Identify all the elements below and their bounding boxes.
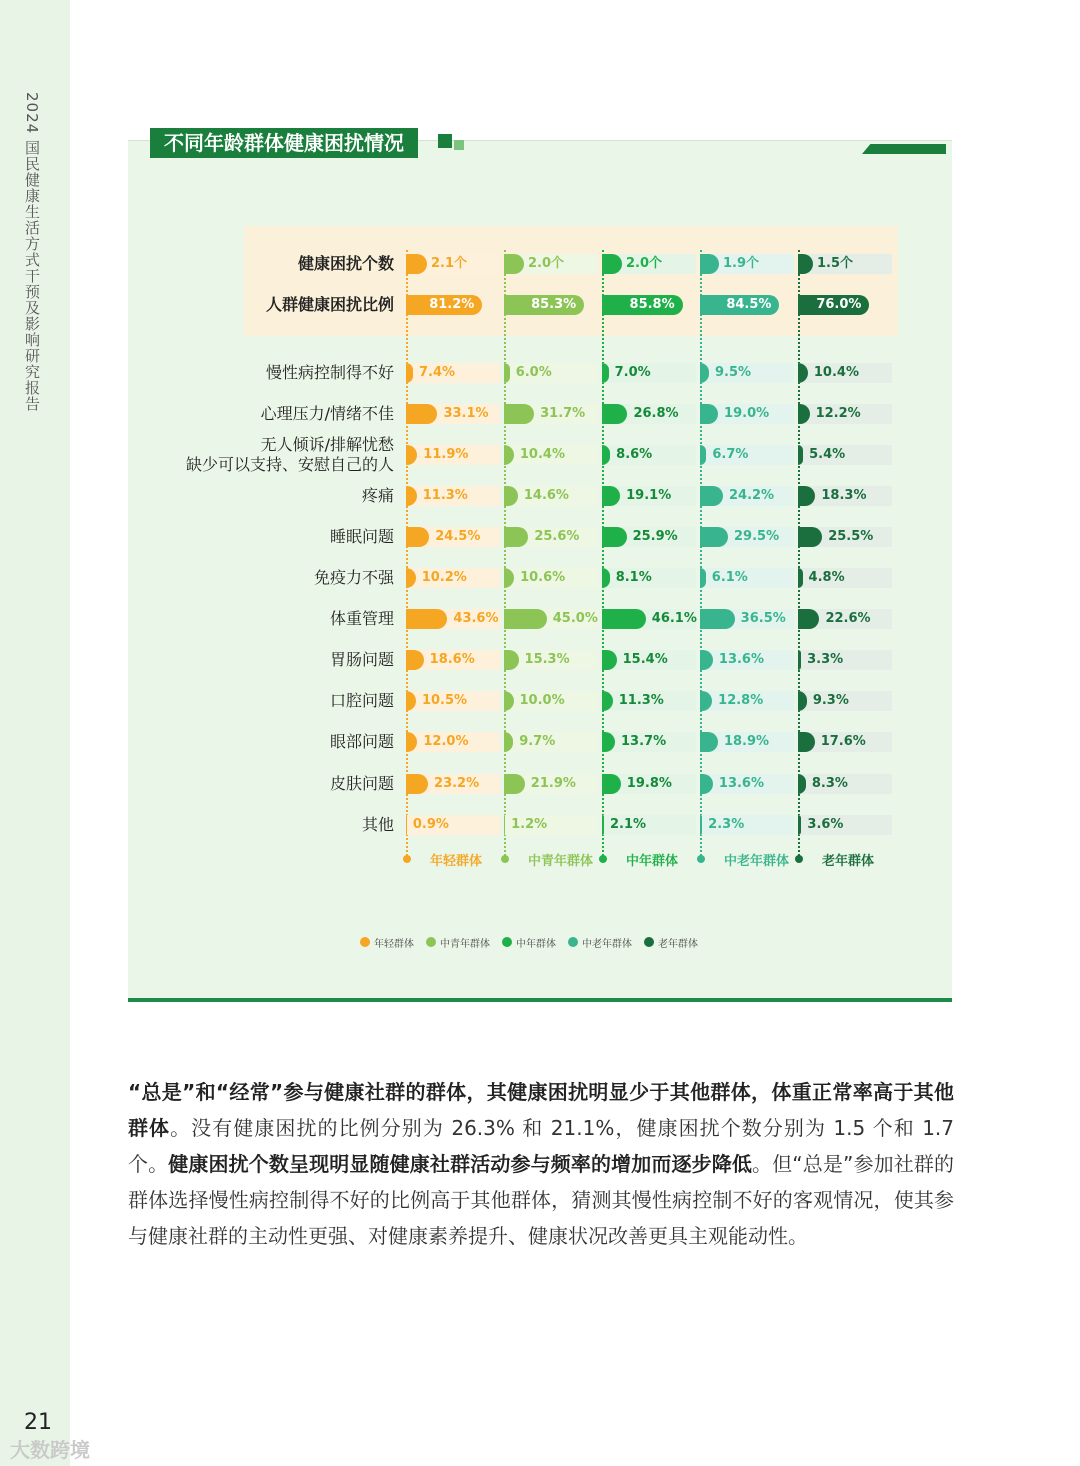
column-dot (795, 855, 803, 863)
column-label: 中青年群体 (528, 854, 594, 869)
bar-cell (700, 568, 794, 588)
bar-cell (602, 609, 696, 629)
data-bar (602, 609, 646, 629)
data-label: 0.9% (412, 817, 449, 832)
data-bar (602, 527, 627, 547)
category-label: 睡眠问题 (329, 527, 394, 546)
legend-item (644, 935, 698, 950)
data-bar (602, 404, 627, 424)
data-label: 4.8% (808, 570, 845, 585)
count-bar (602, 254, 622, 274)
bar-cell (798, 363, 892, 383)
category-label: 胃肠问题 (329, 650, 394, 669)
ratio-value: 81.2% (429, 297, 475, 312)
legend-label: 老年群体 (658, 938, 698, 950)
data-bar (700, 527, 728, 547)
bold-text-2: 健康困扰个数呈现明显随健康社群活动参与频率的增加而逐步降低 (168, 1152, 752, 1176)
data-label: 13.6% (718, 652, 765, 667)
count-value: 2.0个 (626, 256, 663, 271)
data-label: 24.2% (728, 488, 775, 503)
bar-cell (700, 486, 794, 506)
column-label: 中老年群体 (724, 854, 790, 869)
ratio-bar (602, 295, 683, 315)
column-label: 中年群体 (626, 854, 679, 869)
data-label: 13.7% (621, 734, 667, 749)
data-bar (700, 815, 702, 835)
count-cell (602, 254, 696, 274)
data-bar (406, 609, 447, 629)
legend-dot (502, 937, 512, 947)
data-label: 8.6% (616, 447, 653, 462)
bar-cell (602, 568, 696, 588)
count-bar (406, 254, 427, 274)
count-cell (700, 254, 794, 274)
data-label: 2.1% (609, 817, 647, 832)
count-value: 1.9个 (723, 256, 760, 271)
watermark: 大数跨境 (10, 1438, 90, 1462)
data-label: 10.6% (520, 570, 566, 585)
bar-cell (406, 404, 500, 424)
count-bar (504, 254, 524, 274)
bar-cell (504, 445, 598, 465)
legend-label: 年轻群体 (374, 938, 414, 950)
data-label: 12.8% (718, 693, 764, 708)
bar-cell (700, 609, 794, 629)
data-bar (700, 568, 706, 588)
data-label: 23.2% (434, 776, 480, 791)
data-label: 11.3% (618, 693, 664, 708)
data-label: 5.4% (809, 447, 846, 462)
data-label: 19.1% (626, 488, 672, 503)
column-label: 年轻群体 (430, 854, 483, 869)
data-bar (798, 650, 801, 670)
data-label: 19.8% (626, 776, 672, 791)
bar-cell (504, 650, 598, 670)
data-bar (504, 527, 528, 547)
ratio-bar (700, 295, 779, 315)
category-label: 体重管理 (329, 609, 394, 628)
bar-cell (504, 774, 598, 794)
data-label: 8.3% (811, 776, 848, 791)
legend-dot (568, 937, 578, 947)
data-label: 9.7% (519, 734, 556, 749)
category-label: 慢性病控制得不好 (265, 363, 394, 382)
data-label: 6.1% (711, 570, 748, 585)
data-label: 2.3% (708, 817, 745, 832)
column-dot (697, 855, 705, 863)
title-deco-square (438, 134, 452, 148)
data-label: 8.1% (615, 570, 652, 585)
data-bar (798, 527, 822, 547)
data-label: 1.2% (511, 817, 548, 832)
bar-cell (406, 732, 500, 752)
data-bar (504, 815, 505, 835)
data-label: 15.4% (622, 652, 668, 667)
summary-label: 健康困扰个数 (297, 254, 394, 273)
data-bar (406, 815, 407, 835)
data-bar (504, 363, 510, 383)
bar-cell (602, 732, 696, 752)
legend-dot (360, 937, 370, 947)
data-bar (700, 609, 735, 629)
bar-cell (504, 691, 598, 711)
bar-cell (504, 815, 598, 835)
data-label: 9.3% (812, 693, 849, 708)
text-1: 。没有健康困扰的比例分别为 26.3% 和 21.1%，健康困扰个数分别为 1.5 个和 1.7 个。 (128, 1116, 955, 1176)
bar-cell (406, 527, 500, 547)
data-label: 24.5% (435, 529, 481, 544)
bar-cell (700, 691, 794, 711)
bar-cell (700, 363, 794, 383)
data-label: 15.3% (524, 652, 570, 667)
legend-label: 中青年群体 (440, 938, 490, 950)
data-label: 10.2% (421, 570, 467, 585)
bar-cell (798, 445, 892, 465)
legend-label: 中老年群体 (582, 938, 632, 950)
data-bar (798, 445, 803, 465)
bar-cell (406, 568, 500, 588)
data-label: 33.1% (443, 406, 489, 421)
ratio-bar (798, 295, 869, 315)
data-label: 7.4% (419, 365, 456, 380)
data-bar (798, 815, 801, 835)
data-label: 43.6% (453, 611, 499, 626)
bar-cell (406, 445, 500, 465)
bar-cell (798, 650, 892, 670)
bar-cell (406, 650, 500, 670)
data-label: 3.6% (807, 817, 844, 832)
page-number: 21 (24, 1410, 52, 1435)
bar-cell (798, 774, 892, 794)
bold-text-1: “总是”和“经常”参与健康社群的群体，其健康困扰明显少于其他群体，体重正常率高于其他群体 (128, 1080, 954, 1140)
legend-item (568, 935, 632, 950)
data-label: 25.6% (534, 529, 580, 544)
bar-cell (504, 527, 598, 547)
bar-cell (700, 404, 794, 424)
count-bar (700, 254, 719, 274)
bar-cell (798, 815, 892, 835)
bar-cell (602, 815, 696, 835)
data-label: 36.5% (740, 611, 786, 626)
category-label: 眼部问题 (329, 732, 394, 751)
category-label: 免疫力不强 (313, 568, 394, 587)
legend (360, 934, 698, 950)
count-cell (504, 254, 598, 274)
data-bar (700, 486, 723, 506)
data-label: 22.6% (825, 611, 871, 626)
column-divider-2 (504, 250, 508, 856)
bar-cell (700, 815, 794, 835)
column-dot (403, 855, 411, 863)
data-label: 10.5% (421, 693, 468, 708)
title-deco-square-small (454, 140, 464, 150)
data-label: 17.6% (820, 734, 866, 749)
data-bar (602, 815, 604, 835)
data-bar (504, 404, 534, 424)
column-divider-3 (602, 250, 606, 856)
data-label: 6.0% (515, 365, 552, 380)
data-bar (602, 774, 621, 794)
bar-cell (602, 774, 696, 794)
bar-cell (406, 486, 500, 506)
bar-cell (602, 445, 696, 465)
category-label: 心理压力/情绪不佳 (260, 404, 394, 423)
column-divider-5 (798, 250, 802, 856)
data-label: 45.0% (552, 611, 598, 626)
ratio-bar (504, 295, 584, 315)
data-label: 14.6% (523, 488, 569, 503)
legend-dot (644, 937, 654, 947)
ratio-value: 76.0% (816, 297, 862, 312)
data-label: 18.9% (723, 734, 770, 749)
column-dot (501, 855, 509, 863)
legend-item (502, 935, 556, 950)
figure-title: 不同年龄群体健康困扰情况 (150, 128, 418, 158)
ratio-value: 85.3% (531, 297, 577, 312)
count-value: 2.1个 (431, 256, 468, 271)
bar-cell (798, 404, 892, 424)
bar-cell (798, 609, 892, 629)
category-label: 无人倾诉/排解忧愁 缺少可以支持、安慰自己的人 (185, 435, 394, 474)
data-bar (406, 404, 437, 424)
bar-cell (798, 568, 892, 588)
ratio-value: 85.8% (629, 297, 675, 312)
data-label: 29.5% (734, 529, 780, 544)
category-label: 皮肤问题 (329, 774, 394, 793)
data-label: 26.8% (633, 406, 679, 421)
count-cell (406, 254, 500, 274)
legend-item (426, 935, 490, 950)
bar-cell (504, 404, 598, 424)
data-label: 6.7% (712, 447, 749, 462)
data-bar (504, 774, 525, 794)
data-label: 13.6% (718, 776, 765, 791)
bar-cell (406, 363, 500, 383)
body-paragraph (128, 1074, 954, 1254)
data-label: 21.9% (530, 776, 576, 791)
data-label: 18.6% (429, 652, 475, 667)
bar-cell (798, 486, 892, 506)
bar-cell (700, 732, 794, 752)
bar-cell (406, 609, 500, 629)
bar-cell (504, 609, 598, 629)
report-title-vertical: 2024 国民健康生活方式干预及影响研究报告 (23, 92, 41, 412)
data-label: 31.7% (540, 406, 586, 421)
corner-deco-bar (862, 144, 946, 154)
bar-cell (602, 527, 696, 547)
data-label: 12.0% (423, 734, 469, 749)
legend-dot (426, 937, 436, 947)
column-divider-1 (406, 250, 410, 856)
bar-cell (798, 691, 892, 711)
data-label: 10.4% (519, 447, 565, 462)
bar-cell (700, 527, 794, 547)
data-label: 18.3% (821, 488, 867, 503)
text-2: 。但“总是”参加社群的群体选择慢性病控制得不好的比例高于其他群体，猜测其慢性病控制不好的客观情况，使其参与健康社群的主动性更强、对健康素养提升、健康状况改善更具主观能动性。 (128, 1152, 955, 1248)
data-label: 25.5% (828, 529, 874, 544)
data-label: 7.0% (614, 365, 651, 380)
data-bar (602, 363, 609, 383)
bar-cell (700, 650, 794, 670)
data-bar (798, 568, 803, 588)
column-label: 老年群体 (822, 854, 875, 869)
legend-item (360, 935, 414, 950)
summary-label: 人群健康困扰比例 (265, 295, 394, 314)
data-label: 11.3% (422, 488, 468, 503)
bar-cell (504, 568, 598, 588)
bar-cell (602, 650, 696, 670)
bar-cell (504, 363, 598, 383)
data-label: 3.3% (807, 652, 844, 667)
bar-cell (406, 691, 500, 711)
data-bar (406, 774, 428, 794)
bar-cell (602, 486, 696, 506)
data-bar (504, 609, 547, 629)
category-label: 疼痛 (361, 486, 394, 505)
bar-cell (602, 691, 696, 711)
bar-cell (504, 486, 598, 506)
data-bar (406, 650, 424, 670)
bar-cell (798, 527, 892, 547)
data-bar (406, 527, 429, 547)
bar-cell (700, 445, 794, 465)
bar-cell (504, 732, 598, 752)
bar-cell (406, 774, 500, 794)
data-label: 10.4% (813, 365, 859, 380)
bar-cell (700, 774, 794, 794)
ratio-value: 84.5% (726, 297, 772, 312)
data-label: 10.0% (519, 693, 565, 708)
bar-cell (602, 404, 696, 424)
data-label: 12.2% (815, 406, 861, 421)
category-label: 其他 (361, 815, 394, 834)
column-dot (599, 855, 607, 863)
data-label: 9.5% (715, 365, 752, 380)
count-cell (798, 254, 892, 274)
bar-cell (602, 363, 696, 383)
count-value: 2.0个 (528, 256, 565, 271)
legend-label: 中年群体 (516, 938, 556, 950)
bar-cell (798, 732, 892, 752)
category-label: 口腔问题 (329, 691, 394, 710)
data-label: 19.0% (724, 406, 770, 421)
data-label: 11.9% (423, 447, 469, 462)
bar-cell (406, 815, 500, 835)
count-value: 1.5个 (817, 256, 854, 271)
data-label: 46.1% (651, 611, 697, 626)
data-label: 25.9% (632, 529, 678, 544)
ratio-bar (406, 295, 482, 315)
column-divider-4 (700, 250, 704, 856)
